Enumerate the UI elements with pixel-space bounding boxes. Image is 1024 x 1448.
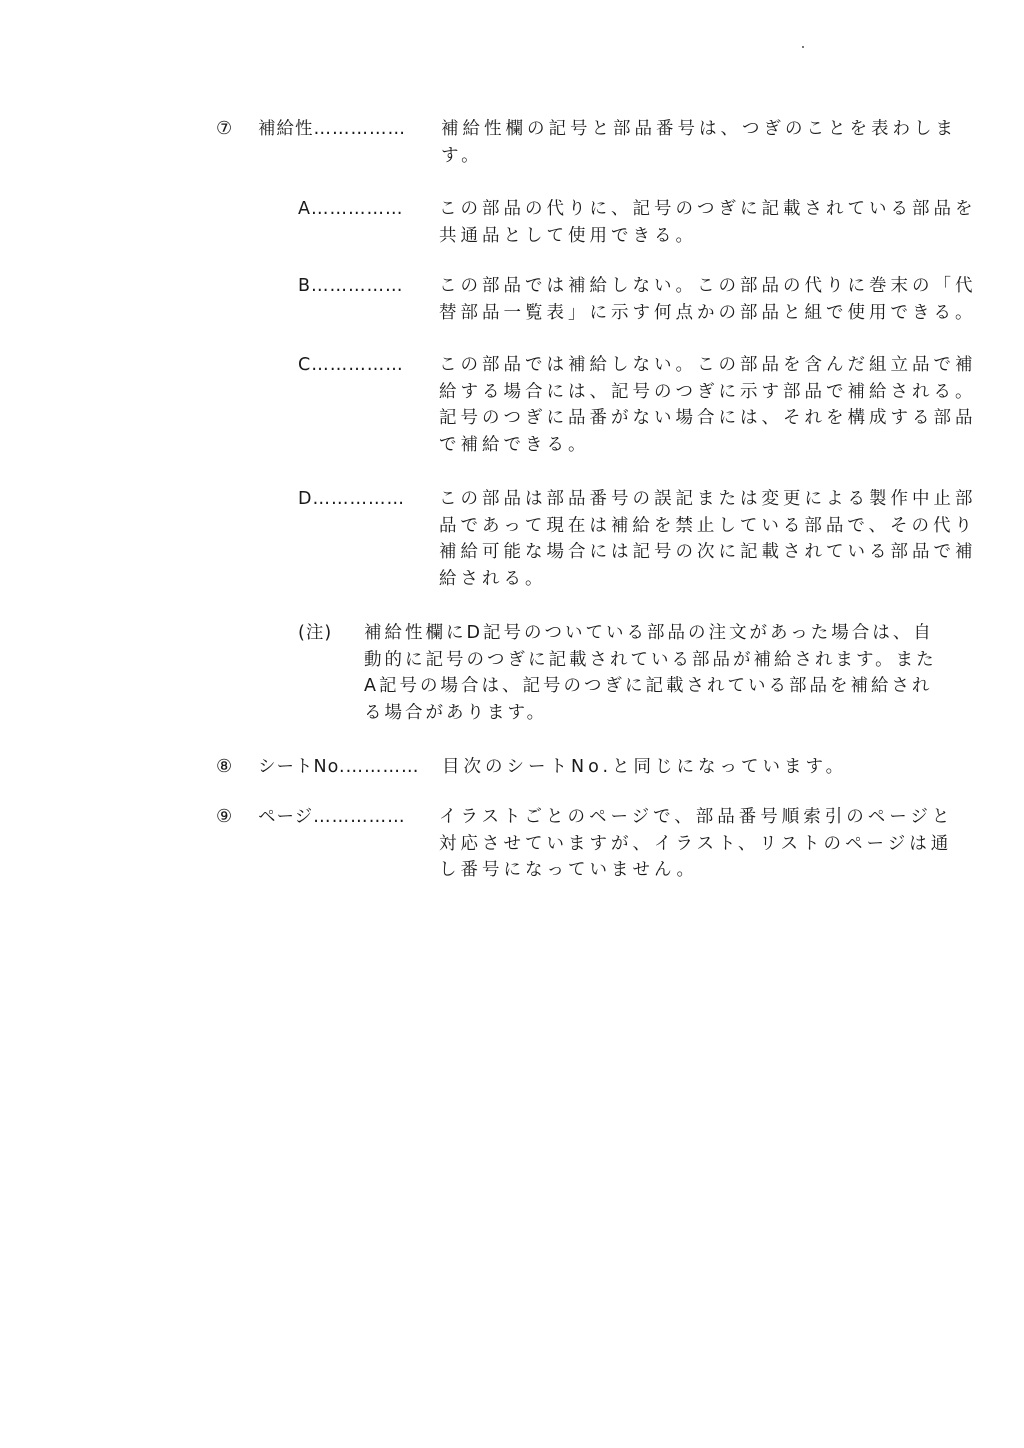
- text-line: 目次のシートNo.と同じになっています。: [442, 757, 848, 777]
- item-label: C……………: [298, 355, 404, 375]
- item-label: シートNo.…………: [258, 757, 420, 777]
- scan-speck: [802, 46, 804, 48]
- text-line: 共通品として使用できる。: [439, 225, 697, 246]
- text-line: 替部品一覧表」に示す何点かの部品と組で使用できる。: [439, 302, 977, 323]
- text-line: 給される。: [439, 568, 547, 589]
- text-line: 品であって現在は補給を禁止している部品で、その代り: [439, 515, 976, 536]
- text-line: し番号になっていません。: [439, 860, 699, 880]
- text-line: す。: [441, 145, 483, 166]
- text-line: 補給可能な場合には記号の次に記載されている部品で補: [439, 542, 977, 562]
- text-line: る場合があります。: [364, 702, 548, 723]
- item-description: [439, 273, 977, 326]
- note-label: (注): [298, 623, 333, 643]
- item-label: ページ……………: [258, 807, 406, 827]
- text-line: 補給性欄にD記号のついている部品の注文があった場合は、自: [364, 623, 934, 643]
- text-line: この部品は部品番号の誤記または変更による製作中止部: [439, 489, 977, 509]
- text-line: この部品では補給しない。この部品の代りに巻末の「代: [439, 276, 977, 296]
- item-number: ⑦: [216, 118, 233, 139]
- item-description: [439, 486, 977, 592]
- note-description: [364, 620, 937, 726]
- text-line: 補給性欄の記号と部品番号は、つぎのことを表わしま: [441, 119, 957, 139]
- text-line: で補給できる。: [439, 434, 590, 455]
- item-description: [439, 804, 953, 884]
- text-line: 対応させていますが、イラスト、リストのページは通: [439, 833, 953, 854]
- text-line: この部品では補給しない。この部品を含んだ組立品で補: [439, 355, 977, 375]
- item-description: [441, 116, 957, 169]
- text-line: イラストごとのページで、部品番号順索引のページと: [439, 807, 954, 827]
- item-number: ⑨: [216, 806, 233, 827]
- item-description: [442, 754, 847, 781]
- item-description: [439, 196, 977, 249]
- item-label: 補給性……………: [258, 119, 406, 139]
- text-line: 記号のつぎに品番がない場合には、それを構成する部品: [439, 408, 977, 428]
- item-number: ⑧: [216, 756, 233, 777]
- text-line: A記号の場合は、記号のつぎに記載されている部品を補給され: [364, 676, 933, 696]
- item-label: B……………: [298, 276, 404, 296]
- text-line: 動的に記号のつぎに記載されている部品が補給されます。また: [364, 649, 937, 670]
- item-label: A……………: [298, 199, 404, 219]
- text-line: この部品の代りに、記号のつぎに記載されている部品を: [439, 199, 977, 219]
- item-label: D……………: [298, 489, 405, 509]
- item-description: [439, 352, 977, 458]
- text-line: 給する場合には、記号のつぎに示す部品で補給される。: [439, 381, 977, 402]
